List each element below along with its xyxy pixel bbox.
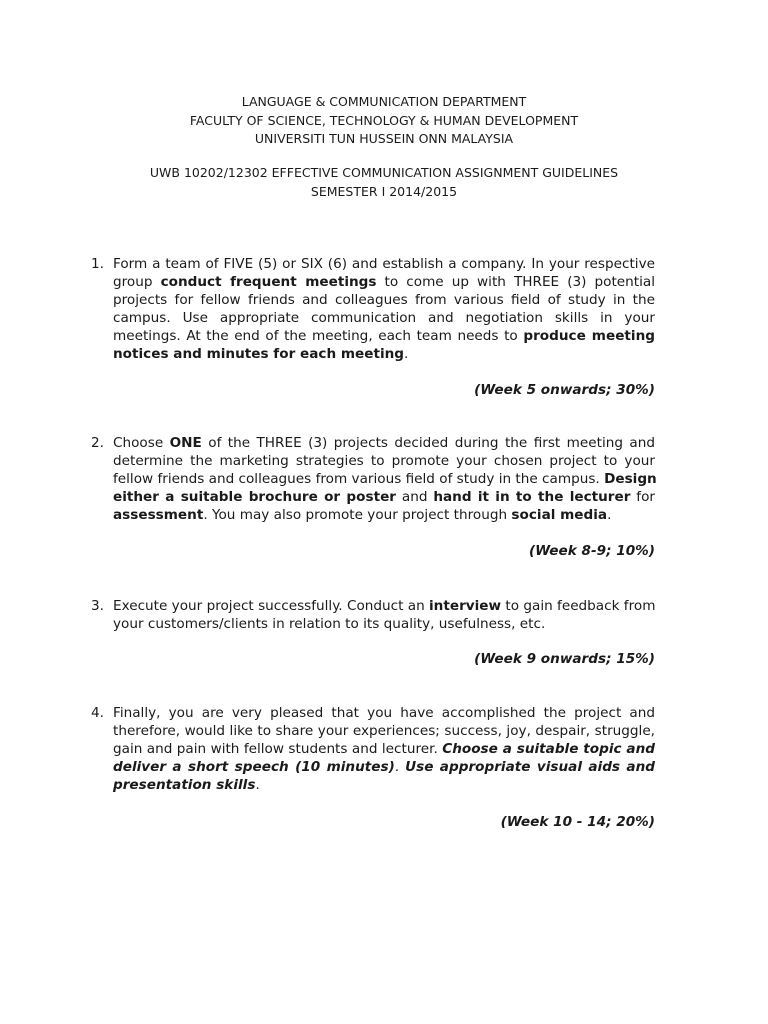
week-weight-label: (Week 8-9; 10%) [528,543,655,559]
text-run: your customers/clients in relation to its quality, usefulness, etc. [113,616,546,632]
guideline-item-1 [91,255,655,400]
text-run: to gain feedback from [501,598,656,614]
item-number: 4. [91,705,104,721]
text-run: Finally, you are very pleased that you have accomplished the project and [113,705,655,721]
emphasis-text: either a suitable brochure or poster [113,489,396,505]
item-number: 3. [91,598,104,614]
text-run: . [255,777,260,793]
text-run: therefore, would like to share your experiences; success, joy, despair, struggle, [113,723,655,739]
faculty-name: FACULTY OF SCIENCE, TECHNOLOGY & HUMAN DEVELOPMENT [189,112,579,128]
emphasis-text: conduct frequent meetings [160,274,377,290]
text-run: . [607,507,612,523]
item-text [113,704,655,794]
emphasis-text: ONE [169,435,202,451]
emphasis-text: produce meeting [523,328,655,344]
item-text [113,597,655,633]
text-run: meetings. At the end of the meeting, each team needs to [113,328,524,344]
emphasis-text: Choose a suitable topic and [442,741,655,757]
week-weight-label: (Week 10 - 14; 20%) [500,814,655,830]
guideline-item-2 [91,434,655,564]
text-run: campus. Use appropriate communication and negotiation skills in your [113,310,655,326]
text-run: Execute your project successfully. Conduct an [113,598,430,614]
text-run: Form a team of FIVE (5) or SIX (6) and establish a company. In your respective [113,256,655,272]
guideline-item-4 [91,704,655,834]
emphasis-text: deliver a short speech (10 minutes) [113,759,395,775]
text-run: fellow friends and colleagues from various field of study in the campus. [113,471,605,487]
emphasis-text: interview [429,598,502,614]
text-run: determine the marketing strategies to promote your chosen project to your [113,453,655,469]
emphasis-text: hand it in to the lecturer [433,489,631,505]
text-run: Choose [113,435,170,451]
item-text [113,434,655,524]
guideline-item-3 [91,597,655,672]
emphasis-text: presentation skills [113,777,256,793]
week-weight-label: (Week 5 onwards; 30%) [474,382,655,398]
text-run: for [630,489,655,505]
text-run: gain and pain with fellow students and lecturer. [113,741,443,757]
emphasis-text: Design [604,471,657,487]
text-run: . [404,346,409,362]
text-run: and [396,489,434,505]
emphasis-text: Use appropriate visual aids and [405,759,655,775]
course-title: UWB 10202/12302 EFFECTIVE COMMUNICATION ASSIGNMENT GUIDELINES [149,165,619,180]
document-title [0,164,768,201]
item-number: 2. [91,435,104,451]
university-name: UNIVERSITI TUN HUSSEIN ONN MALAYSIA [254,131,514,146]
text-run: . [394,759,406,775]
item-number: 1. [91,256,104,272]
department-name: LANGUAGE & COMMUNICATION DEPARTMENT [241,94,527,109]
text-run: of the THREE (3) projects decided during the first meeting and [201,435,655,451]
week-weight-label: (Week 9 onwards; 15%) [474,651,655,667]
semester-label: SEMESTER I 2014/2015 [310,183,458,199]
document-header [0,93,768,149]
text-run: projects for fellow friends and colleagues from various field of study in the [113,292,655,308]
emphasis-text: social media [511,507,608,523]
text-run: to come up with THREE (3) potential [376,274,655,290]
text-run: . You may also promote your project through [203,507,512,523]
text-run: group [113,274,161,290]
emphasis-text: assessment [113,507,204,523]
emphasis-text: notices and minutes for each meeting [113,346,405,362]
item-text [113,255,655,363]
